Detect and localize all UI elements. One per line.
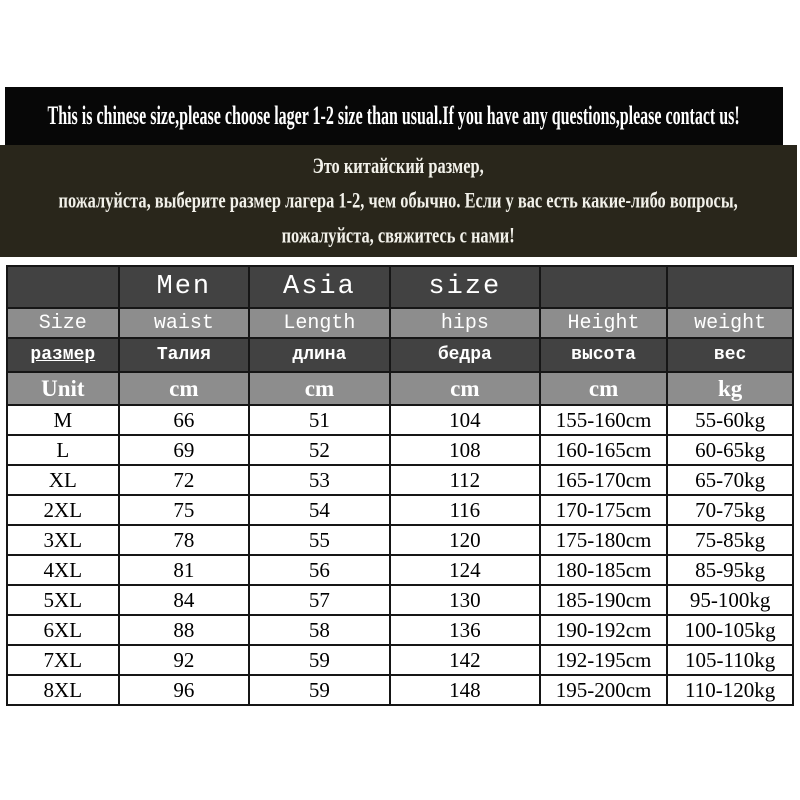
- size-label-cell: 4XL: [7, 555, 119, 585]
- value-cell: 192-195cm: [540, 645, 667, 675]
- value-cell: 56: [249, 555, 390, 585]
- unit-row: [7, 372, 793, 405]
- table-row: [7, 615, 793, 645]
- value-cell: 148: [390, 675, 540, 705]
- value-cell: 120: [390, 525, 540, 555]
- table-row: [7, 525, 793, 555]
- value-cell: 165-170cm: [540, 465, 667, 495]
- column-header-row-en: [7, 308, 793, 338]
- col-header-waist: waist: [119, 308, 249, 338]
- value-cell: 85-95kg: [667, 555, 793, 585]
- value-cell: 110-120kg: [667, 675, 793, 705]
- size-label-cell: 3XL: [7, 525, 119, 555]
- size-label-cell: M: [7, 405, 119, 435]
- table-row: [7, 645, 793, 675]
- value-cell: 59: [249, 645, 390, 675]
- size-label-cell: 2XL: [7, 495, 119, 525]
- value-cell: 75: [119, 495, 249, 525]
- value-cell: 57: [249, 585, 390, 615]
- table-row: [7, 585, 793, 615]
- value-cell: 100-105kg: [667, 615, 793, 645]
- value-cell: 180-185cm: [540, 555, 667, 585]
- unit-cell-label: Unit: [7, 372, 119, 405]
- size-table-body: [7, 405, 793, 705]
- size-label-cell: L: [7, 435, 119, 465]
- value-cell: 175-180cm: [540, 525, 667, 555]
- russian-notice-banner: [0, 145, 797, 257]
- value-cell: 59: [249, 675, 390, 705]
- value-cell: 65-70kg: [667, 465, 793, 495]
- russian-notice-line-3: пожалуйста, свяжитесь с нами!: [281, 222, 516, 248]
- value-cell: 195-200cm: [540, 675, 667, 705]
- table-row: [7, 465, 793, 495]
- size-label-cell: 5XL: [7, 585, 119, 615]
- value-cell: 55-60kg: [667, 405, 793, 435]
- value-cell: 105-110kg: [667, 645, 793, 675]
- value-cell: 88: [119, 615, 249, 645]
- col-header-dlina: длина: [249, 338, 390, 372]
- value-cell: 104: [390, 405, 540, 435]
- value-cell: 72: [119, 465, 249, 495]
- value-cell: 185-190cm: [540, 585, 667, 615]
- col-header-hips: hips: [390, 308, 540, 338]
- value-cell: 55: [249, 525, 390, 555]
- col-header-weight: weight: [667, 308, 793, 338]
- size-label-cell: 7XL: [7, 645, 119, 675]
- russian-notice-text: [59, 149, 738, 253]
- title-cell: [7, 266, 119, 308]
- value-cell: 92: [119, 645, 249, 675]
- size-label-cell: 8XL: [7, 675, 119, 705]
- value-cell: 108: [390, 435, 540, 465]
- value-cell: 75-85kg: [667, 525, 793, 555]
- value-cell: 81: [119, 555, 249, 585]
- value-cell: 66: [119, 405, 249, 435]
- unit-cell: cm: [540, 372, 667, 405]
- unit-cell: kg: [667, 372, 793, 405]
- table-row: [7, 405, 793, 435]
- value-cell: 78: [119, 525, 249, 555]
- value-cell: 58: [249, 615, 390, 645]
- table-row: [7, 675, 793, 705]
- table-row: [7, 495, 793, 525]
- title-cell: [540, 266, 667, 308]
- value-cell: 190-192cm: [540, 615, 667, 645]
- value-cell: 69: [119, 435, 249, 465]
- title-cell-men: Men: [119, 266, 249, 308]
- table-row: [7, 555, 793, 585]
- value-cell: 51: [249, 405, 390, 435]
- value-cell: 54: [249, 495, 390, 525]
- size-label-cell: XL: [7, 465, 119, 495]
- value-cell: 96: [119, 675, 249, 705]
- col-header-taliya: Талия: [119, 338, 249, 372]
- english-notice-text: This is chinese size,please choose lager 1-2 size than usual.If you have any questions,please contact us!: [47, 100, 741, 130]
- title-cell-size: size: [390, 266, 540, 308]
- english-notice-banner: [5, 87, 783, 145]
- value-cell: 60-65kg: [667, 435, 793, 465]
- size-table: [6, 265, 794, 706]
- unit-cell: cm: [249, 372, 390, 405]
- table-row: [7, 435, 793, 465]
- col-header-ves: вес: [667, 338, 793, 372]
- value-cell: 116: [390, 495, 540, 525]
- title-cell: [667, 266, 793, 308]
- col-header-size: Size: [7, 308, 119, 338]
- col-header-vysota: высота: [540, 338, 667, 372]
- col-header-height: Height: [540, 308, 667, 338]
- value-cell: 160-165cm: [540, 435, 667, 465]
- value-cell: 155-160cm: [540, 405, 667, 435]
- col-header-bedra: бедра: [390, 338, 540, 372]
- value-cell: 84: [119, 585, 249, 615]
- value-cell: 130: [390, 585, 540, 615]
- value-cell: 142: [390, 645, 540, 675]
- size-label-cell: 6XL: [7, 615, 119, 645]
- value-cell: 52: [249, 435, 390, 465]
- column-header-row-ru: [7, 338, 793, 372]
- value-cell: 112: [390, 465, 540, 495]
- unit-cell: cm: [390, 372, 540, 405]
- value-cell: 53: [249, 465, 390, 495]
- unit-cell: cm: [119, 372, 249, 405]
- title-cell-asia: Asia: [249, 266, 390, 308]
- value-cell: 136: [390, 615, 540, 645]
- col-header-length: Length: [249, 308, 390, 338]
- russian-notice-line-1: Это китайский размер,: [312, 153, 485, 179]
- value-cell: 70-75kg: [667, 495, 793, 525]
- value-cell: 95-100kg: [667, 585, 793, 615]
- russian-notice-line-2: пожалуйста, выберите размер лагера 1-2, чем обычно. Если у вас есть какие-либо вопросы,: [58, 188, 739, 213]
- col-header-razmer: размер: [7, 338, 119, 372]
- value-cell: 170-175cm: [540, 495, 667, 525]
- table-title-row: [7, 266, 793, 308]
- value-cell: 124: [390, 555, 540, 585]
